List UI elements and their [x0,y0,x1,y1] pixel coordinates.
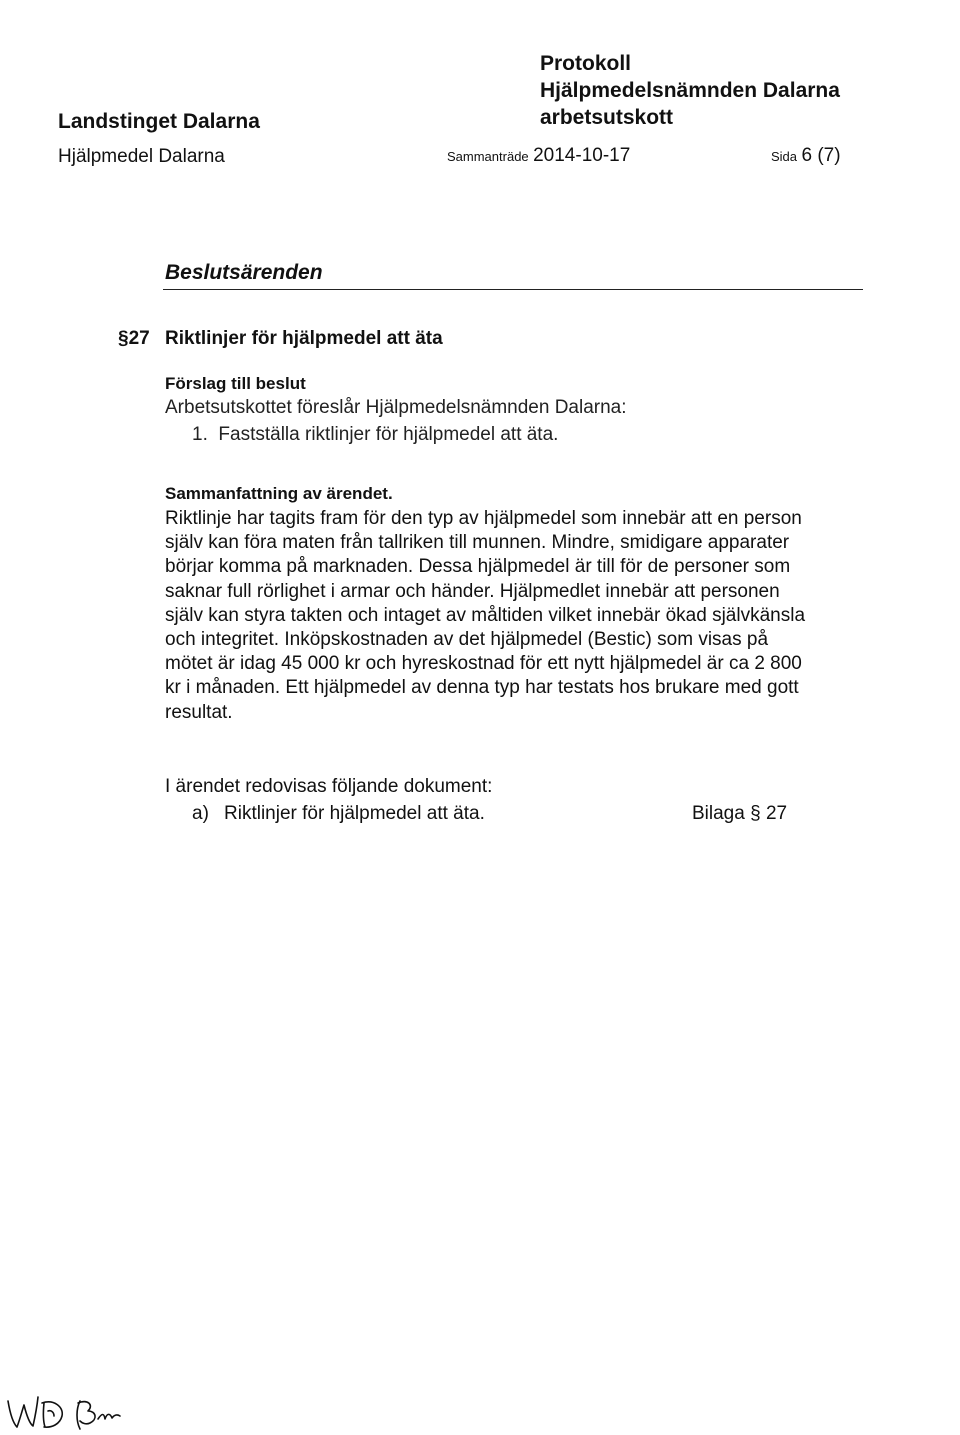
attachment-reference: Bilaga § 27 [692,803,788,824]
summary-line: själv kan styra takten och intaget av måltiden vilket innebär ökad självkänsla [165,604,806,626]
summary-line: själv kan föra maten från tallriken till munnen. Mindre, smidigare apparater [165,532,790,554]
committee-name: Hjälpmedelsnämnden Dalarna [540,79,840,102]
section-title: Beslutsärenden [165,261,323,284]
paragraph-title: Riktlinjer för hjälpmedel att äta [165,328,443,349]
handwritten-initials [4,1383,134,1433]
summary-line: Riktlinje har tagits fram för den typ av hjälpmedel som innebär att en person [165,508,802,529]
summary-line: och integritet. Inköpskostnaden av det hjälpmedel (Bestic) som visas på [165,629,769,651]
documents-intro: I ärendet redovisas följande dokument: [165,776,493,797]
proposal-item: 1. Fastställa riktlinjer för hjälpmedel att äta. [192,424,559,445]
organization-name: Landstinget Dalarna [58,110,260,133]
summary-line: börjar komma på marknaden. Dessa hjälpmedel är till för de personer som [165,556,791,578]
summary-heading: Sammanfattning av ärendet. [165,484,393,503]
meeting-label: Sammanträde [447,149,529,164]
summary-line: resultat. [165,701,233,723]
document-type: Protokoll [540,52,632,75]
summary-line: saknar full rörlighet i armar och händer. Hjälpmedlet innebär att personen [165,580,780,602]
attachment-letter: a) [192,803,209,824]
page-number: 6 (7) [801,145,841,166]
proposal-heading: Förslag till beslut [165,374,306,393]
department-name: Hjälpmedel Dalarna [58,146,225,167]
proposal-intro: Arbetsutskottet föreslår Hjälpmedelsnämnden Dalarna: [165,397,627,418]
subcommittee-name: arbetsutskott [540,106,674,129]
summary-text [165,507,865,725]
summary-line: kr i månaden. Ett hjälpmedel av denna typ har testats hos brukare med gott [165,677,799,699]
page-info [771,145,841,167]
summary-line: mötet är idag 45 000 kr och hyreskostnad för ett nytt hjälpmedel är ca 2 800 [165,653,802,675]
meeting-info [447,145,630,167]
page-label: Sida [771,149,798,164]
meeting-date: 2014-10-17 [533,145,631,166]
attachment-name: Riktlinjer för hjälpmedel att äta. [224,803,485,824]
section-divider [163,289,863,290]
paragraph-number: §27 [118,328,150,349]
